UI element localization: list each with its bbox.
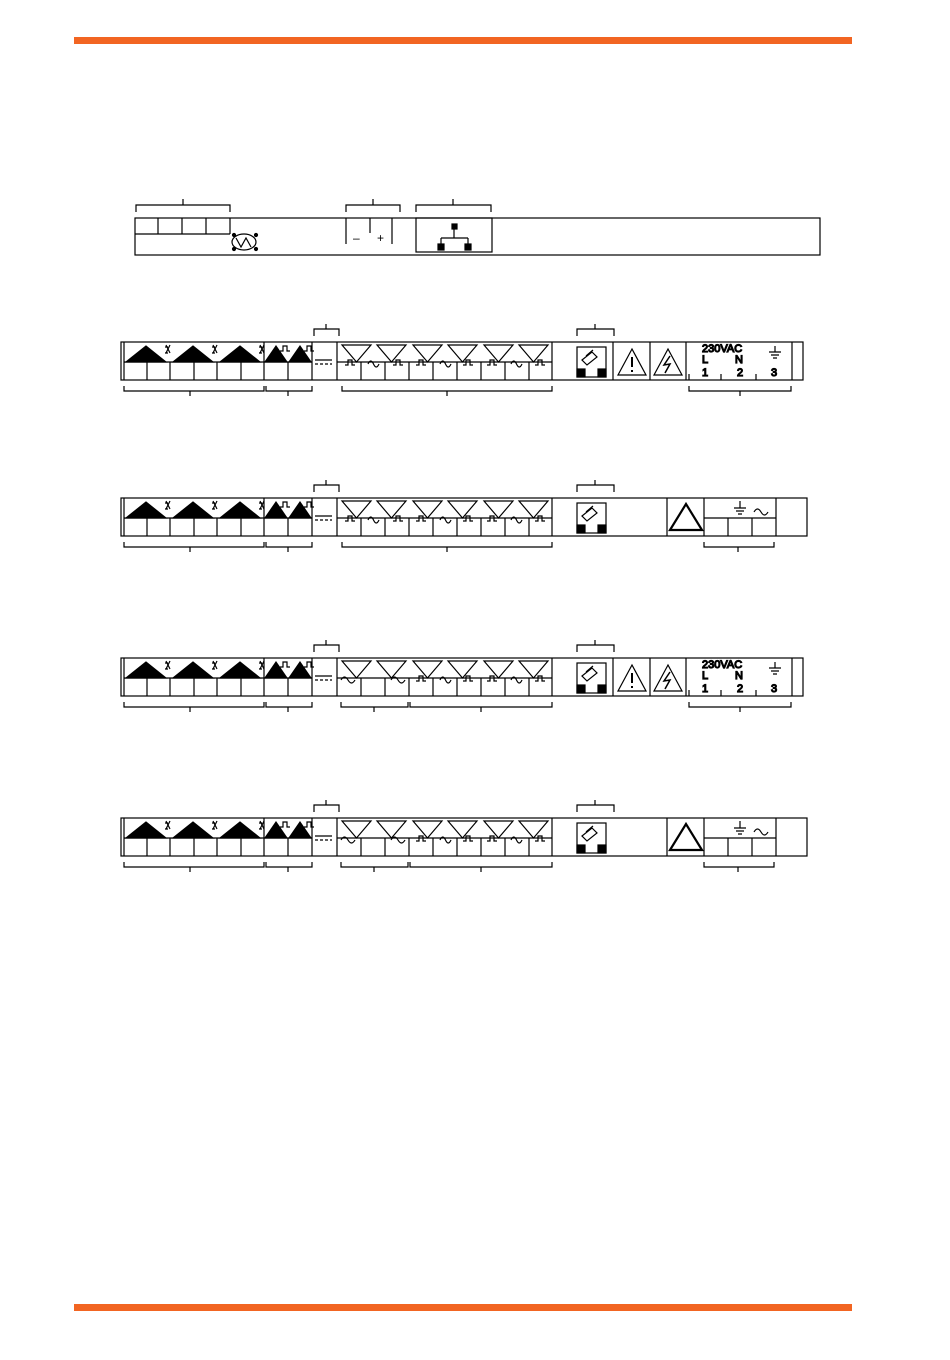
pin-number-2: 2: [737, 367, 744, 379]
digital-bracket: [266, 862, 312, 872]
port-pin-right: [598, 845, 606, 853]
voltage-label: 230VAC: [702, 343, 743, 355]
pin-number-1: 1: [702, 367, 709, 379]
relay-output-triangle: [220, 822, 260, 838]
terminal-strip-1: [121, 324, 803, 396]
input-triangle: [519, 345, 548, 362]
input-triangle: [448, 821, 477, 838]
input-triangle: [342, 345, 371, 362]
top-bracket-left: [136, 199, 230, 212]
relay-coil-icon: [212, 821, 217, 829]
pin-number-3: 3: [771, 683, 778, 695]
pulse-symbol: [280, 822, 290, 827]
relay-output-triangle: [173, 662, 213, 678]
digital-bracket: [266, 702, 312, 712]
relay-output-triangle: [173, 502, 213, 518]
relay-output-triangle: [220, 346, 260, 362]
ground-icon: [769, 346, 781, 358]
power-bracket: [689, 702, 791, 712]
top-bracket-middle: [346, 199, 400, 212]
relay-coil-icon: [165, 345, 170, 353]
relay-coil-icon: [165, 501, 170, 509]
relay-output-triangle: [126, 662, 166, 678]
electrical-hazard-icon: [654, 665, 682, 691]
port-pin-right: [598, 685, 606, 693]
dc-symbol: [315, 836, 332, 840]
relay-coil-icon: [212, 345, 217, 353]
pin-label-n: N: [735, 670, 743, 682]
terminal-strips: [121, 324, 807, 872]
input-triangle: [413, 821, 442, 838]
digital-output-triangle: [265, 502, 287, 518]
top-terminal-strip: [135, 199, 820, 255]
input-triangle: [519, 661, 548, 678]
port-pin-right: [598, 369, 606, 377]
power-terminal-cells: [704, 518, 776, 536]
minus-label: –: [353, 231, 360, 245]
voltage-label: 230VAC: [702, 659, 743, 671]
input-triangle: [377, 821, 406, 838]
power-terminal-cells: [689, 690, 756, 696]
input-bracket-group-2: [410, 862, 552, 872]
input-triangle: [448, 345, 477, 362]
digital-output-triangle: [289, 822, 311, 838]
ac-wave-symbol: [754, 829, 768, 835]
relay-coil-icon: [259, 821, 264, 829]
digital-output-triangle: [289, 502, 311, 518]
digital-bracket: [266, 542, 312, 552]
pin-number-1: 1: [702, 683, 709, 695]
digital-output-triangle: [289, 346, 311, 362]
port-bracket: [577, 480, 614, 492]
relay-output-triangle: [173, 822, 213, 838]
ground-icon: [769, 662, 781, 674]
relay-coil-icon: [259, 501, 264, 509]
pin-label-l: L: [702, 354, 709, 366]
input-triangle: [377, 345, 406, 362]
input-bracket: [342, 542, 552, 552]
ground-icon: [734, 821, 746, 834]
input-triangle: [342, 821, 371, 838]
power-terminal-cells: [689, 374, 756, 380]
input-triangle: [519, 821, 548, 838]
port-bracket: [577, 640, 614, 652]
ac-wave-symbol: [754, 509, 768, 515]
power-bracket: [689, 386, 791, 396]
relay-bracket: [124, 542, 264, 552]
dc-symbol: [315, 516, 332, 520]
terminal-strip-3: [121, 640, 803, 712]
port-pin-left: [577, 685, 585, 693]
port-pin-left: [577, 525, 585, 533]
top-terminal-cells: [135, 218, 230, 234]
digital-output-triangle: [289, 662, 311, 678]
relay-coil-icon: [259, 345, 264, 353]
input-triangle: [342, 501, 371, 518]
input-triangle: [413, 501, 442, 518]
relay-output-triangle: [126, 346, 166, 362]
top-bracket-right: [416, 199, 491, 212]
input-triangle: [484, 501, 513, 518]
dc-bracket: [314, 480, 339, 492]
input-triangle: [413, 661, 442, 678]
port-pin-left: [577, 369, 585, 377]
relay-bracket: [124, 386, 264, 396]
ground-icon: [734, 501, 746, 514]
input-bracket-group-2: [410, 702, 552, 712]
digital-bracket: [266, 386, 312, 396]
input-triangle: [484, 661, 513, 678]
dc-symbol: [315, 676, 332, 680]
pulse-symbol: [280, 502, 290, 507]
port-pin-left: [577, 845, 585, 853]
terminal-strip-2: [121, 480, 807, 552]
input-bracket: [342, 386, 552, 396]
relay-coil-icon: [165, 661, 170, 669]
power-terminal-cells: [704, 838, 776, 856]
dc-symbol: [315, 360, 332, 364]
terminal-strip-4: [121, 800, 807, 872]
input-bracket-group-1: [341, 702, 408, 712]
sensor-icon: [232, 234, 258, 251]
digital-output-triangle: [265, 662, 287, 678]
dc-bracket: [314, 324, 339, 336]
relay-coil-icon: [212, 501, 217, 509]
port-bracket: [577, 800, 614, 812]
relay-bracket: [124, 702, 264, 712]
input-triangle: [413, 345, 442, 362]
lightning-bolt: [664, 672, 670, 689]
input-triangle: [519, 501, 548, 518]
input-triangle: [377, 661, 406, 678]
input-triangle: [377, 501, 406, 518]
relay-coil-icon: [165, 821, 170, 829]
digital-output-triangle: [265, 346, 287, 362]
dc-bracket: [314, 800, 339, 812]
relay-coil-icon: [212, 661, 217, 669]
power-bracket: [704, 542, 774, 552]
pin-label-n: N: [735, 354, 743, 366]
pulse-symbol: [280, 662, 290, 667]
lightning-bolt: [664, 356, 670, 373]
relay-output-triangle: [220, 662, 260, 678]
power-bracket: [704, 862, 774, 872]
pulse-symbol: [280, 346, 290, 351]
plus-label: +: [377, 231, 385, 245]
port-bracket: [577, 324, 614, 336]
input-triangle: [448, 501, 477, 518]
relay-output-triangle: [173, 346, 213, 362]
dc-bracket: [314, 640, 339, 652]
caution-triangle-icon: [670, 504, 702, 530]
relay-output-triangle: [220, 502, 260, 518]
relay-bracket: [124, 862, 264, 872]
port-pin-right: [598, 525, 606, 533]
relay-coil-icon: [259, 661, 264, 669]
input-triangle: [484, 821, 513, 838]
pin-number-3: 3: [771, 367, 778, 379]
electrical-hazard-icon: [654, 349, 682, 375]
pin-number-2: 2: [737, 683, 744, 695]
input-triangle: [484, 345, 513, 362]
input-triangle: [342, 661, 371, 678]
digital-output-triangle: [265, 822, 287, 838]
relay-output-triangle: [126, 502, 166, 518]
input-bracket-group-1: [341, 862, 408, 872]
input-triangle: [448, 661, 477, 678]
pin-label-l: L: [702, 670, 709, 682]
network-icon: [438, 224, 471, 250]
relay-output-triangle: [126, 822, 166, 838]
caution-triangle-icon: [670, 824, 702, 850]
